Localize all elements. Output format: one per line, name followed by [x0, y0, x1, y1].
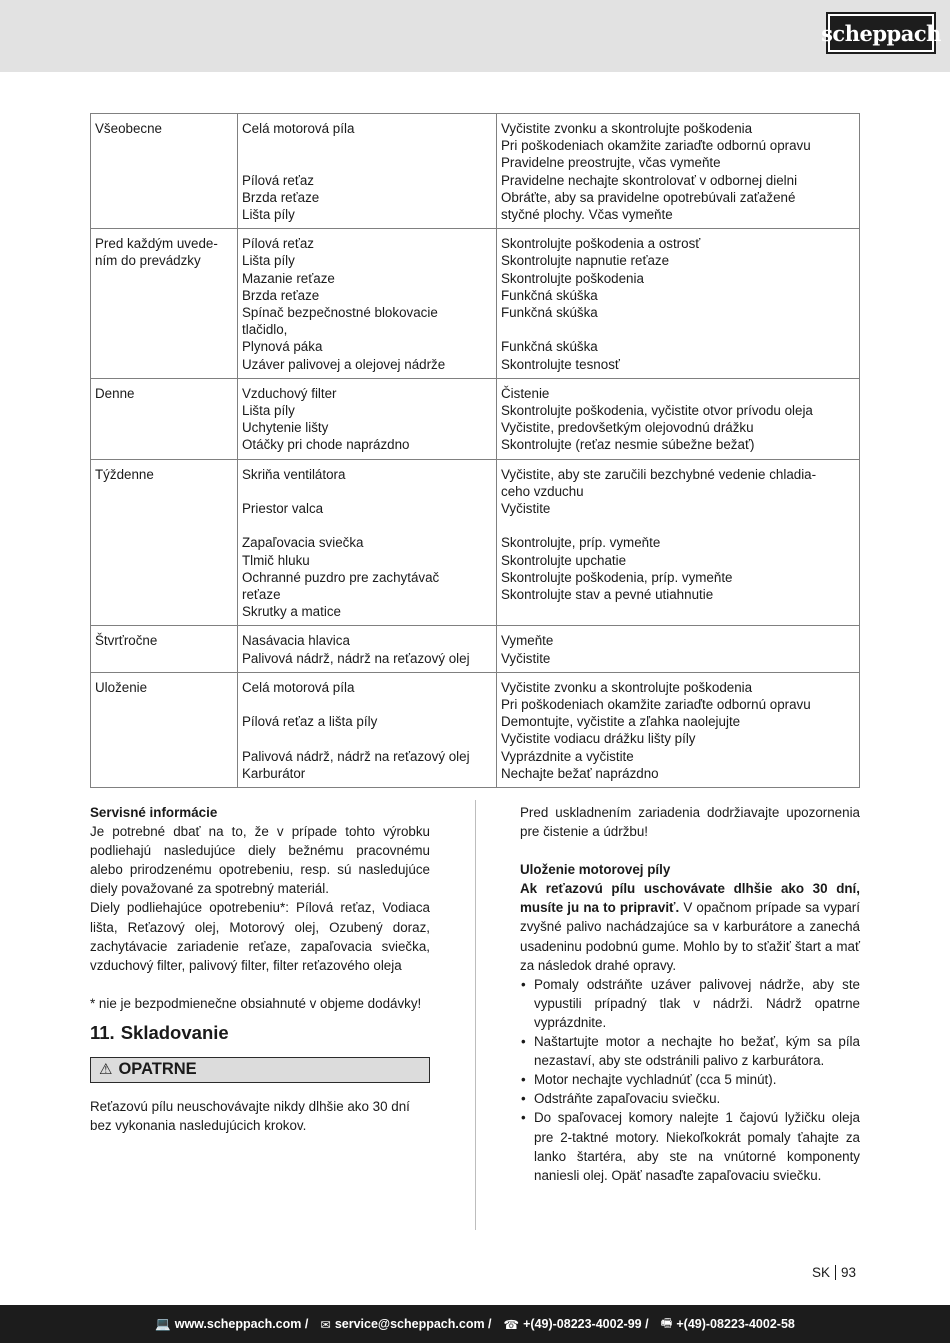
- part-cell: [238, 378, 497, 459]
- cell-line: Pred každým uvede-: [95, 236, 218, 252]
- cell-line: Pri poškodeniach okamžite zariaďte odbornú opravu: [501, 697, 811, 713]
- cell-line: Lišta píly: [242, 403, 295, 419]
- email-icon: ✉: [320, 1317, 331, 1332]
- storage-text: V opačnom prípade sa vyparí zvyšné palivo nachádzajúce sa v karburátore a zanechá usadeninu podobnú gume. Mohlo by to sťažiť štart a mať za následok drahé opravy.: [520, 900, 860, 973]
- delivery-note: * nie je bezpodmienečne obsiahnuté v objeme dodávky!: [90, 995, 422, 1011]
- cell-line: Otáčky pri chode naprázdno: [242, 437, 410, 453]
- cell-line: Priestor valca: [242, 501, 324, 517]
- cell-line: [501, 517, 855, 534]
- cell-line: [242, 696, 492, 713]
- cell-line: Plynová páka: [242, 339, 323, 355]
- cell-line: Pri poškodeniach okamžite zariaďte odbornú opravu: [501, 138, 811, 154]
- section-title: Skladovanie: [120, 1021, 229, 1043]
- footer-email[interactable]: service@scheppach.com /: [334, 1317, 492, 1331]
- cell-line: Nasávacia hlavica: [242, 633, 350, 649]
- cell-line: Demontujte, vyčistite a zľahka naolejujte: [501, 714, 741, 730]
- section-heading: [90, 1021, 430, 1045]
- action-cell: [497, 626, 860, 672]
- cell-line: Týždenne: [95, 466, 154, 482]
- cell-line: Zapaľovacia sviečka: [242, 535, 364, 551]
- header-band: [0, 0, 950, 72]
- maintenance-table: [90, 113, 860, 788]
- interval-cell: [91, 229, 238, 379]
- page-lang: SK: [812, 1265, 831, 1280]
- cell-line: [242, 730, 492, 747]
- cell-line: Mazanie reťaze: [242, 270, 335, 286]
- cell-line: Uzáver palivovej a olejovej nádrže: [242, 356, 446, 372]
- cell-line: Vzduchový filter: [242, 385, 337, 401]
- cell-line: Vyčistite, predovšetkým olejovodnú drážku: [501, 420, 754, 436]
- service-paragraph: Je potrebné dbať na to, že v prípade tohto výrobku podliehajú nasledujúce diely bežnému pracovnému alebo prirodzenému opotrebeniu, resp. sú nasledujúce diely považované za spotrebný materiál.: [90, 824, 430, 897]
- cell-line: Skontrolujte poškodenia: [501, 270, 644, 286]
- phone-icon: ☎: [503, 1317, 520, 1332]
- storage-bold-text: Ak reťazovú pílu uschovávate dlhšie ako 30 dní, musíte ju na to pripraviť.: [520, 881, 860, 916]
- cell-line: Skontrolujte stav a pevné utiahnutie: [501, 587, 714, 603]
- cell-line: Uloženie: [95, 679, 148, 695]
- cell-line: Vyčistite: [501, 650, 551, 666]
- action-cell: [497, 378, 860, 459]
- action-cell: [497, 672, 860, 787]
- storage-intro: Pred uskladnením zariadenia dodržiavajte upozornenia pre čistenie a údržbu!: [520, 805, 860, 840]
- cell-line: Skriňa ventilátora: [242, 466, 346, 482]
- cell-line: styčné plochy. Včas vymeňte: [501, 207, 673, 223]
- computer-icon: 💻: [155, 1316, 171, 1331]
- section-number: 11.: [90, 1021, 115, 1043]
- wear-parts-paragraph: Diely podliehajúce opotrebeniu*: Pílová reťaz, Vodiaca lišta, Reťazový olej, Motorový olej, Ozubený doraz, zachytávacie zariadenie reťaze, zapaľovacia sviečka, vzduchový filter, palivový filter, filter reťazového oleja: [90, 900, 430, 973]
- cell-line: Nechajte bežať naprázdno: [501, 765, 659, 781]
- cell-line: Funkčná skúška: [501, 287, 598, 303]
- caution-box: [90, 1057, 430, 1083]
- table-row: [91, 626, 860, 672]
- cell-line: Funkčná skúška: [501, 305, 598, 321]
- cell-line: Skontrolujte upchatie: [501, 552, 627, 568]
- cell-line: Skontrolujte poškodenia a ostrosť: [501, 236, 701, 252]
- list-item: • Odstráňte zapaľovaciu sviečku.: [520, 1089, 860, 1108]
- cell-line: Skrutky a matice: [242, 604, 341, 620]
- cell-line: Celá motorová píla: [242, 121, 355, 136]
- cell-line: Skontrolujte, príp. vymeňte: [501, 535, 661, 551]
- cell-line: Vymeňte: [501, 633, 554, 649]
- cell-line: [501, 321, 855, 338]
- footer-web[interactable]: www.scheppach.com /: [174, 1317, 309, 1331]
- storage-paragraph: [520, 879, 860, 974]
- column-divider: [475, 800, 476, 1230]
- cell-line: [242, 483, 492, 500]
- cell-line: Denne: [95, 385, 135, 401]
- cell-line: Pravidelne preostrujte, včas vymeňte: [501, 155, 721, 171]
- action-cell: [497, 459, 860, 626]
- table-row: [91, 229, 860, 379]
- part-cell: [238, 672, 497, 787]
- cell-line: ním do prevádzky: [95, 253, 201, 269]
- list-item: • Pomaly odstráňte uzáver palivovej nádrže, aby ste vypustili prípadný tlak v nádrži. Nádrž opatrne vyprázdnite.: [520, 975, 860, 1032]
- cell-line: Vyčistite zvonku a skontrolujte poškodenia: [501, 679, 753, 695]
- cell-line: Skontrolujte tesnosť: [501, 356, 620, 372]
- cell-line: [242, 517, 492, 534]
- cell-line: Brzda reťaze: [242, 287, 320, 303]
- cell-line: Tlmič hluku: [242, 552, 310, 568]
- cell-line: Uchytenie lišty: [242, 420, 329, 436]
- cell-line: Obráťte, aby sa pravidelne opotrebúvali zaťažené: [501, 189, 796, 205]
- footer-bar: [0, 1305, 950, 1343]
- fax-icon: 🖷: [660, 1315, 673, 1330]
- service-heading: Servisné informácie: [90, 805, 218, 820]
- list-item: • Motor nechajte vychladnúť (cca 5 minút).: [520, 1070, 860, 1089]
- right-column: [520, 803, 860, 1185]
- cell-line: Brzda reťaze: [242, 189, 320, 205]
- list-item: • Do spaľovacej komory nalejte 1 čajovú lyžičku oleja pre 2-taktné motory. Niekoľkokrát pomaly ťahajte za lanko štartéra, aby ste na vnútorné komponenty naniesli olej. Opäť nasaďte zapaľovaciu sviečku.: [520, 1108, 860, 1184]
- part-cell: [238, 626, 497, 672]
- table-row: [91, 672, 860, 787]
- caution-text: Reťazovú pílu neuschovávajte nikdy dlhšie ako 30 dní bez vykonania nasledujúcich krokov.: [90, 1098, 410, 1134]
- table-row: [91, 378, 860, 459]
- cell-line: Vyčistite: [501, 501, 551, 517]
- cell-line: Vyčistite vodiacu drážku lišty píly: [501, 731, 696, 747]
- left-column: [90, 803, 430, 1135]
- cell-line: ceho vzduchu: [501, 483, 584, 499]
- list-item: • Naštartujte motor a nechajte ho bežať, kým sa píla nezastaví, aby ste odstránili palivo z karburátora.: [520, 1032, 860, 1070]
- cell-line: Vyčistite, aby ste zaručili bezchybné vedenie chladia-: [501, 466, 817, 482]
- footer-fax: +(49)-08223-4002-58: [676, 1317, 795, 1331]
- storage-steps-list: [520, 975, 860, 1185]
- cell-line: Celá motorová píla: [242, 679, 355, 695]
- cell-line: Skontrolujte (reťaz nesmie súbežne bežať): [501, 437, 755, 453]
- cell-line: Štvrťročne: [95, 633, 158, 649]
- page-number-value: 93: [841, 1265, 857, 1280]
- caution-label: OPATRNE: [118, 1060, 197, 1079]
- action-cell: [497, 229, 860, 379]
- cell-line: reťaze: [242, 587, 281, 603]
- cell-line: Pílová reťaz: [242, 236, 315, 252]
- interval-cell: [91, 459, 238, 626]
- page-number: [812, 1265, 856, 1280]
- cell-line: Spínač bezpečnostné blokovacie: [242, 305, 438, 321]
- interval-cell: [91, 672, 238, 787]
- scheppach-logo: scheppach: [826, 12, 936, 54]
- cell-line: Pílová reťaz a lišta píly: [242, 714, 378, 730]
- cell-line: Všeobecne: [95, 121, 163, 136]
- storage-heading: Uloženie motorovej píly: [520, 862, 671, 878]
- cell-line: Lišta píly: [242, 206, 295, 222]
- part-cell: [238, 114, 497, 229]
- table-row: [91, 114, 860, 229]
- cell-line: Čistenie: [501, 385, 550, 401]
- cell-line: Lišta píly: [242, 253, 295, 269]
- interval-cell: [91, 378, 238, 459]
- action-cell: [497, 114, 860, 229]
- cell-line: Skontrolujte napnutie reťaze: [501, 253, 670, 269]
- cell-line: Vyprázdnite a vyčistite: [501, 748, 634, 764]
- cell-line: [242, 137, 492, 154]
- part-cell: [238, 229, 497, 379]
- cell-line: Skontrolujte poškodenia, vyčistite otvor prívodu oleja: [501, 403, 813, 419]
- cell-line: Palivová nádrž, nádrž na reťazový olej: [242, 748, 470, 764]
- cell-line: Ochranné puzdro pre zachytávač: [242, 569, 440, 585]
- cell-line: Pravidelne nechajte skontrolovať v odbornej dielni: [501, 172, 798, 188]
- interval-cell: [91, 114, 238, 229]
- cell-line: Palivová nádrž, nádrž na reťazový olej: [242, 650, 470, 666]
- cell-line: Pílová reťaz: [242, 172, 315, 188]
- cell-line: Karburátor: [242, 765, 306, 781]
- interval-cell: [91, 626, 238, 672]
- cell-line: [242, 154, 492, 171]
- cell-line: Vyčistite zvonku a skontrolujte poškodenia: [501, 121, 753, 136]
- cell-line: Skontrolujte poškodenia, príp. vymeňte: [501, 569, 733, 585]
- warning-triangle-icon: ⚠: [99, 1061, 113, 1079]
- cell-line: tlačidlo,: [242, 322, 288, 338]
- footer-phone: +(49)-08223-4002-99 /: [523, 1317, 649, 1331]
- table-row: [91, 459, 860, 626]
- part-cell: [238, 459, 497, 626]
- cell-line: Funkčná skúška: [501, 339, 598, 355]
